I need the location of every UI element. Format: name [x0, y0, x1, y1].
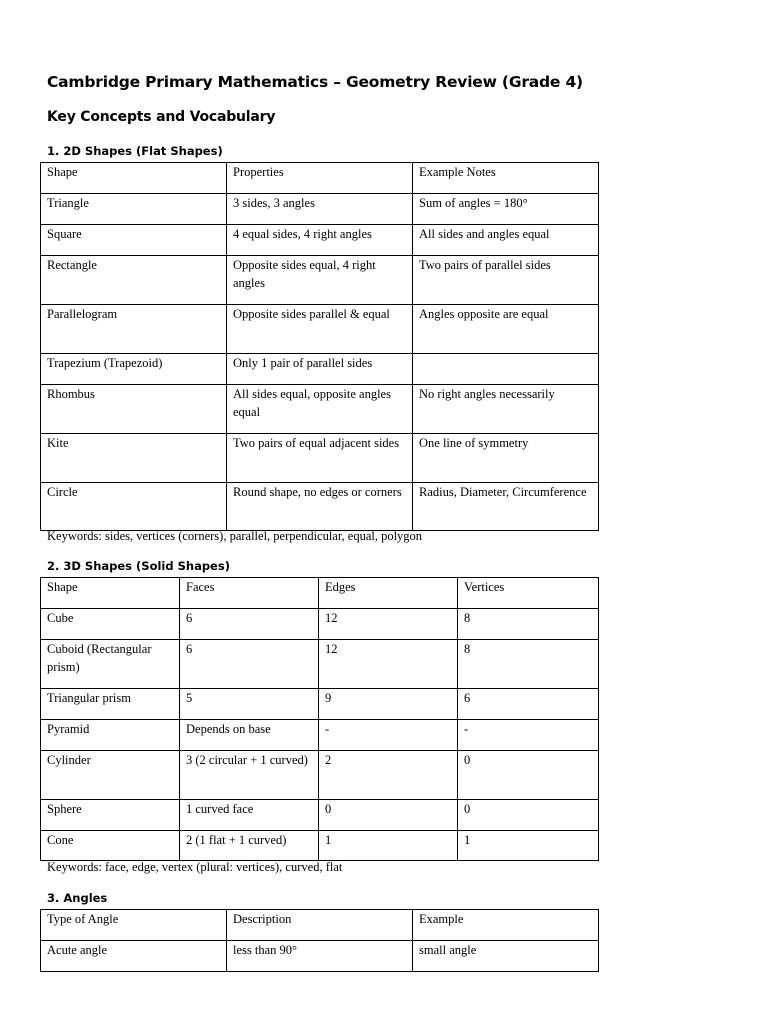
table-cell: small angle — [413, 941, 599, 972]
table-cell: 6 — [180, 640, 319, 689]
table-cell: 2 (1 flat + 1 curved) — [180, 831, 319, 861]
table-cell: 3 sides, 3 angles — [227, 194, 413, 225]
page-title: Cambridge Primary Mathematics – Geometry Review (Grade 4) — [47, 73, 583, 91]
table-cell: Rectangle — [41, 256, 227, 305]
column-header-properties: Properties — [227, 163, 413, 194]
column-header-description: Description — [227, 910, 413, 941]
page-subtitle: Key Concepts and Vocabulary — [47, 109, 276, 125]
table-cell: One line of symmetry — [413, 434, 599, 483]
table-cell: Acute angle — [41, 941, 227, 972]
table-cell: Radius, Diameter, Circumference — [413, 483, 599, 531]
table-cell: 4 equal sides, 4 right angles — [227, 225, 413, 256]
table-row — [41, 225, 599, 256]
table-row — [41, 434, 599, 483]
table-row — [41, 354, 599, 385]
table-cell: 8 — [458, 609, 599, 640]
table-row — [41, 256, 599, 305]
table-cell: 9 — [319, 689, 458, 720]
column-header-vertices: Vertices — [458, 578, 599, 609]
column-header-example-notes: Example Notes — [413, 163, 599, 194]
table-cell: 0 — [458, 800, 599, 831]
table-cell: 0 — [458, 751, 599, 800]
table-cell: Cone — [41, 831, 180, 861]
table-cell: Triangular prism — [41, 689, 180, 720]
table-cell: 0 — [319, 800, 458, 831]
table-row — [41, 941, 599, 972]
table-cell: 8 — [458, 640, 599, 689]
table-cell: 3 (2 circular + 1 curved) — [180, 751, 319, 800]
table-cell: 1 curved face — [180, 800, 319, 831]
column-header-faces: Faces — [180, 578, 319, 609]
table-cell: Square — [41, 225, 227, 256]
table-cell — [413, 354, 599, 385]
table-cell: - — [319, 720, 458, 751]
table-angles — [40, 909, 599, 972]
keywords-3d-shapes: Keywords: face, edge, vertex (plural: vertices), curved, flat — [47, 860, 343, 874]
table-cell: Opposite sides equal, 4 right angles — [227, 256, 413, 305]
table-row — [41, 305, 599, 354]
table-cell: Opposite sides parallel & equal — [227, 305, 413, 354]
table-cell: Circle — [41, 483, 227, 531]
table-cell: - — [458, 720, 599, 751]
table-cell: Cube — [41, 609, 180, 640]
table-header-row — [41, 163, 599, 194]
table-cell: No right angles necessarily — [413, 385, 599, 434]
table-header-row — [41, 578, 599, 609]
table-row — [41, 483, 599, 531]
table-cell: Cuboid (Rectangular prism) — [41, 640, 180, 689]
table-cell: Depends on base — [180, 720, 319, 751]
table-cell: Trapezium (Trapezoid) — [41, 354, 227, 385]
table-3d-shapes — [40, 577, 599, 861]
table-row — [41, 194, 599, 225]
table-cell: Pyramid — [41, 720, 180, 751]
table-cell: Only 1 pair of parallel sides — [227, 354, 413, 385]
table-cell: 6 — [458, 689, 599, 720]
table-cell: Parallelogram — [41, 305, 227, 354]
table-2d-shapes — [40, 162, 599, 531]
section-heading-angles: 3. Angles — [47, 891, 108, 905]
table-row — [41, 640, 599, 689]
table-row — [41, 831, 599, 861]
table-cell: 1 — [319, 831, 458, 861]
table-cell: Cylinder — [41, 751, 180, 800]
table-cell: Angles opposite are equal — [413, 305, 599, 354]
table-cell: Sphere — [41, 800, 180, 831]
table-cell: Sum of angles = 180° — [413, 194, 599, 225]
table-cell: All sides equal, opposite angles equal — [227, 385, 413, 434]
table-cell: Rhombus — [41, 385, 227, 434]
column-header-shape: Shape — [41, 163, 227, 194]
table-cell: Two pairs of parallel sides — [413, 256, 599, 305]
column-header-example: Example — [413, 910, 599, 941]
table-cell: All sides and angles equal — [413, 225, 599, 256]
section-heading-2d-shapes: 1. 2D Shapes (Flat Shapes) — [47, 144, 223, 158]
table-cell: 6 — [180, 609, 319, 640]
table-row — [41, 751, 599, 800]
table-cell: less than 90° — [227, 941, 413, 972]
table-cell: 5 — [180, 689, 319, 720]
table-cell: 1 — [458, 831, 599, 861]
table-header-row — [41, 910, 599, 941]
keywords-2d-shapes: Keywords: sides, vertices (corners), parallel, perpendicular, equal, polygon — [47, 529, 423, 543]
table-row — [41, 385, 599, 434]
table-cell: 2 — [319, 751, 458, 800]
table-row — [41, 720, 599, 751]
table-cell: Kite — [41, 434, 227, 483]
column-header-type-of-angle: Type of Angle — [41, 910, 227, 941]
column-header-shape: Shape — [41, 578, 180, 609]
table-row — [41, 609, 599, 640]
table-cell: Two pairs of equal adjacent sides — [227, 434, 413, 483]
column-header-edges: Edges — [319, 578, 458, 609]
table-cell: Round shape, no edges or corners — [227, 483, 413, 531]
section-heading-3d-shapes: 2. 3D Shapes (Solid Shapes) — [47, 559, 230, 573]
table-row — [41, 689, 599, 720]
table-cell: 12 — [319, 640, 458, 689]
table-cell: 12 — [319, 609, 458, 640]
table-row — [41, 800, 599, 831]
table-cell: Triangle — [41, 194, 227, 225]
